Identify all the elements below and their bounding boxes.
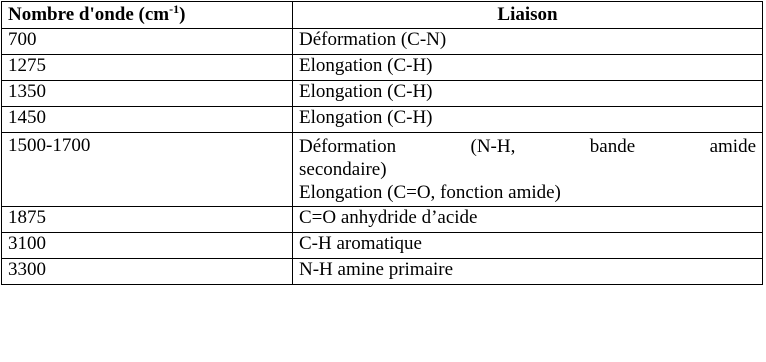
header-wavenumber [2, 2, 293, 29]
ir-bands-table [1, 1, 763, 285]
wavenumber-cell: 3300 [2, 259, 293, 285]
bond-cell-multiline [293, 133, 763, 207]
table-header-row [2, 2, 763, 29]
wavenumber-cell: 1875 [2, 207, 293, 233]
table-row [2, 107, 763, 133]
wavenumber-cell: 1275 [2, 55, 293, 81]
wavenumber-cell: 1350 [2, 81, 293, 107]
wavenumber-cell: 3100 [2, 233, 293, 259]
wavenumber-cell: 700 [2, 29, 293, 55]
bond-cell: Déformation (C-N) [293, 29, 763, 55]
bond-cell: Elongation (C-H) [293, 81, 763, 107]
header-wavenumber-prefix: Nombre d'onde (cm [8, 4, 170, 25]
table-row [2, 233, 763, 259]
header-wavenumber-suffix: ) [179, 4, 186, 25]
bond-line: secondaire) [299, 159, 387, 180]
table-row [2, 29, 763, 55]
table-row [2, 207, 763, 233]
bond-line: Déformation (N-H, bande amide [299, 136, 756, 157]
bond-cell: C=O anhydride d’acide [293, 207, 763, 233]
table-row [2, 81, 763, 107]
bond-line: Elongation (C=O, fonction amide) [299, 182, 561, 203]
bond-cell: Elongation (C-H) [293, 55, 763, 81]
wavenumber-cell: 1450 [2, 107, 293, 133]
table-row [2, 259, 763, 285]
wavenumber-cell: 1500-1700 [2, 133, 293, 207]
bond-cell: C-H aromatique [293, 233, 763, 259]
header-wavenumber-exponent: -1 [169, 2, 180, 16]
header-bond: Liaison [293, 2, 763, 29]
table-row [2, 133, 763, 207]
bond-cell: N-H amine primaire [293, 259, 763, 285]
table-row [2, 55, 763, 81]
bond-cell: Elongation (C-H) [293, 107, 763, 133]
